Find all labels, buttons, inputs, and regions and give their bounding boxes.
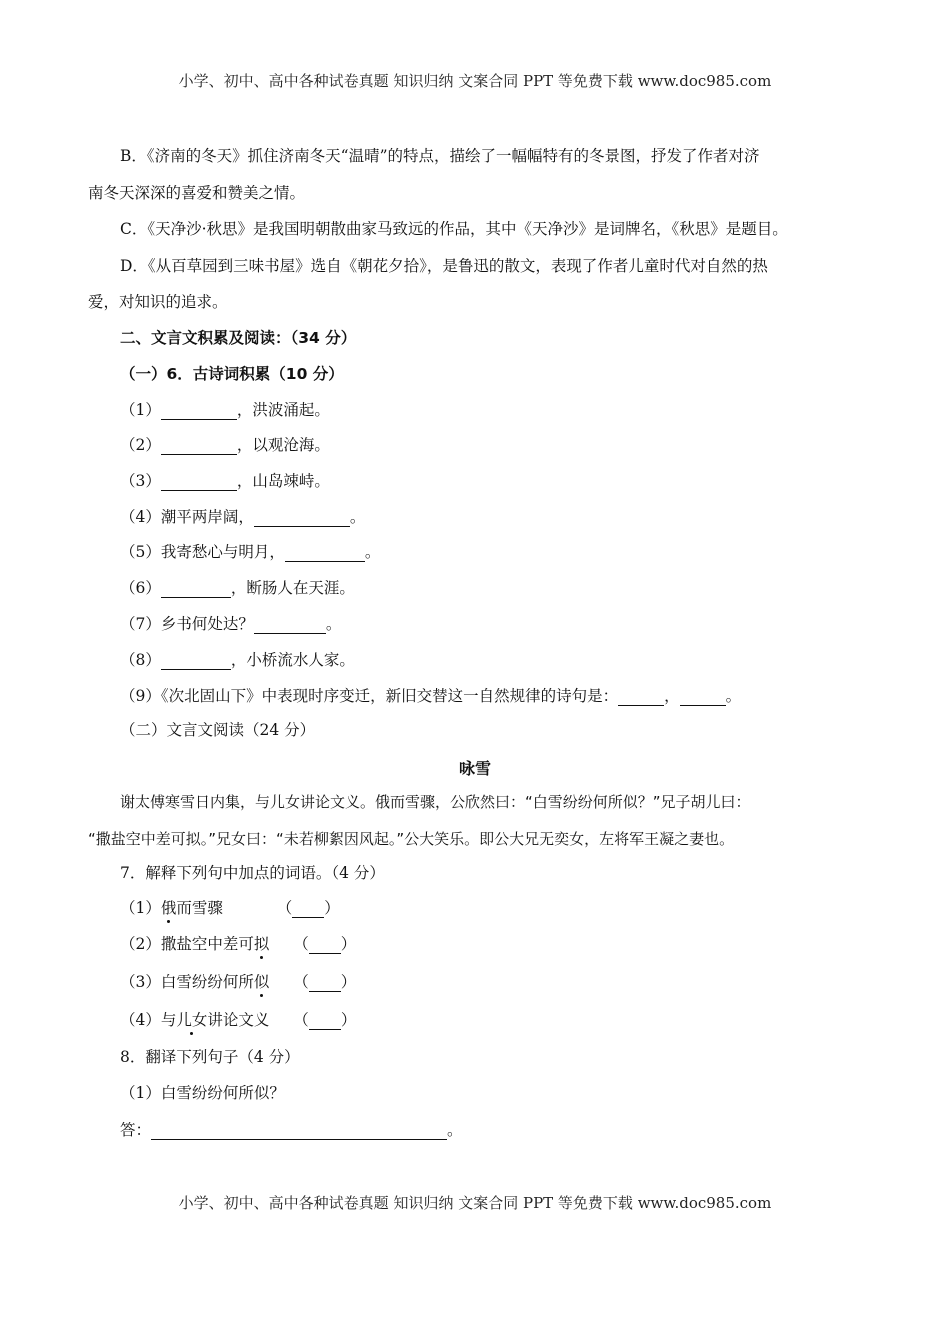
q7-item-1-rest: 而雪骤 xyxy=(176,899,223,917)
poem-line-8 xyxy=(120,650,355,670)
answer-label: 答： xyxy=(120,1121,152,1139)
poem-1-number: （1） xyxy=(120,401,161,419)
poem-8-text: ，小桥流水人家。 xyxy=(230,651,355,669)
answer-blank-3[interactable] xyxy=(309,975,341,992)
option-c: C．《天净沙·秋思》是我国明朝散曲家马致远的作品，其中《天净沙》是词牌名，《秋思》是题目。 xyxy=(120,220,788,238)
poem-3-text: ，山岛竦峙。 xyxy=(236,472,330,490)
fill-blank-2[interactable] xyxy=(161,438,237,455)
q7-item-4 xyxy=(120,1010,356,1030)
poem-9-mid: ， xyxy=(664,687,680,705)
page-footer: 小学、初中、高中各种试卷真题 知识归纳 文案合同 PPT 等免费下载 www.doc985.com xyxy=(178,1194,772,1212)
q8-item-1: （1）白雪纷纷何所似？ xyxy=(120,1084,285,1102)
passage-title: 咏雪 xyxy=(458,759,491,778)
poem-line-6 xyxy=(120,578,355,598)
paren-open: （ xyxy=(293,935,309,953)
poem-line-2 xyxy=(120,435,330,455)
poem-5-post: 。 xyxy=(364,543,381,561)
paren-open: （ xyxy=(293,1011,309,1029)
poem-9-pre: （9）《次北固山下》中表现时序变迁，新旧交替这一自然规律的诗句是： xyxy=(120,687,619,705)
option-b-line1: B．《济南的冬天》抓住济南冬天“温晴”的特点，描绘了一幅幅特有的冬景图，抒发了作者对济 xyxy=(120,147,760,165)
dotted-word-1: 俄 xyxy=(160,899,177,917)
fill-blank-7[interactable] xyxy=(254,617,326,634)
paren-close: ） xyxy=(340,935,357,953)
poem-1-text: ，洪波涌起。 xyxy=(236,401,330,419)
q7-item-2-pre: 撒盐空中差可 xyxy=(160,935,254,953)
poem-line-4 xyxy=(120,507,365,527)
answer-blank-translation[interactable] xyxy=(151,1123,447,1140)
poem-2-text: ，以观沧海。 xyxy=(236,436,330,454)
q7-item-1-number: （1） xyxy=(120,899,161,917)
paren-open: （ xyxy=(293,973,309,991)
q7-item-3-number: （3） xyxy=(120,973,161,991)
paren-open: （ xyxy=(276,899,293,917)
section-2-heading: 二、文言文积累及阅读：（34 分） xyxy=(120,329,357,347)
poem-line-7 xyxy=(120,614,341,634)
poem-6-text: ，断肠人在天涯。 xyxy=(230,579,355,597)
fill-blank-3[interactable] xyxy=(161,474,237,491)
subsection-1-heading: （一）6．古诗词积累（10 分） xyxy=(120,365,344,383)
question-7: 7．解释下列句中加点的词语。（4 分） xyxy=(120,864,385,882)
q7-item-2-number: （2） xyxy=(120,935,161,953)
poem-line-3 xyxy=(120,471,330,491)
paren-close: ） xyxy=(324,899,340,917)
q7-item-1 xyxy=(120,898,340,918)
answer-line xyxy=(120,1120,463,1140)
page-header: 小学、初中、高中各种试卷真题 知识归纳 文案合同 PPT 等免费下载 www.doc985.com xyxy=(178,72,772,90)
fill-blank-8[interactable] xyxy=(161,653,231,670)
fill-blank-5[interactable] xyxy=(285,545,365,562)
fill-blank-1[interactable] xyxy=(161,403,237,420)
option-b-line2: 南冬天深深的喜爱和赞美之情。 xyxy=(88,184,306,202)
poem-2-number: （2） xyxy=(120,436,161,454)
poem-9-post: 。 xyxy=(725,687,742,705)
fill-blank-9b[interactable] xyxy=(680,689,726,706)
poem-4-post: 。 xyxy=(349,508,366,526)
answer-blank-2[interactable] xyxy=(309,937,341,954)
answer-end: 。 xyxy=(447,1121,463,1139)
dotted-word-2: 拟 xyxy=(253,935,270,953)
paren-close: ） xyxy=(340,973,357,991)
q7-item-3-pre: 白雪纷纷何所 xyxy=(160,973,254,991)
poem-line-5 xyxy=(120,542,380,562)
poem-8-number: （8） xyxy=(120,651,161,669)
dotted-word-3: 似 xyxy=(253,973,270,991)
fill-blank-9a[interactable] xyxy=(618,689,664,706)
poem-4-pre: （4）潮平两岸阔， xyxy=(120,508,254,526)
q7-item-4-number: （4） xyxy=(120,1011,161,1029)
question-8: 8．翻译下列句子（4 分） xyxy=(120,1048,300,1066)
subsection-2-heading: （二）文言文阅读（24 分） xyxy=(120,721,316,739)
paren-close: ） xyxy=(340,1011,357,1029)
poem-7-post: 。 xyxy=(325,615,342,633)
passage-line-1: 谢太傅寒雪日内集，与儿女讲论文义。俄而雪骤，公欣然曰：“白雪纷纷何所似？”兄子胡儿曰： xyxy=(120,793,751,811)
answer-blank-1[interactable] xyxy=(292,901,324,918)
poem-6-number: （6） xyxy=(120,579,161,597)
q7-item-2 xyxy=(120,934,356,954)
option-d-line1: D．《从百草园到三味书屋》选自《朝花夕拾》，是鲁迅的散文，表现了作者儿童时代对自然的热 xyxy=(120,257,768,275)
poem-5-pre: （5）我寄愁心与明月， xyxy=(120,543,285,561)
option-d-line2: 爱，对知识的追求。 xyxy=(88,293,228,311)
q7-item-4-rest: 讲论文义 xyxy=(207,1011,270,1029)
poem-line-9 xyxy=(120,686,741,706)
poem-7-pre: （7）乡书何处达？ xyxy=(120,615,254,633)
fill-blank-6[interactable] xyxy=(161,581,231,598)
fill-blank-4[interactable] xyxy=(254,510,350,527)
poem-3-number: （3） xyxy=(120,472,161,490)
answer-blank-4[interactable] xyxy=(309,1013,341,1030)
q7-item-4-pre: 与 xyxy=(160,1011,177,1029)
dotted-word-4: 儿女 xyxy=(176,1011,208,1029)
poem-line-1 xyxy=(120,400,330,420)
passage-line-2: “撒盐空中差可拟。”兄女曰：“未若柳絮因风起。”公大笑乐。即公大兄无奕女，左将军王凝之妻也。 xyxy=(88,830,735,848)
q7-item-3 xyxy=(120,972,356,992)
